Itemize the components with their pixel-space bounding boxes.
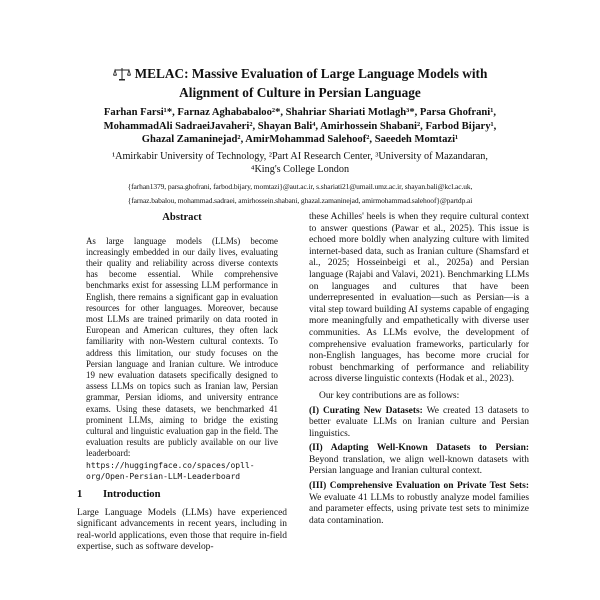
email-line-1: {farhan1379, parsa.ghofrani, farbod.bijary, momtazi}@aut.ac.ir, s.shariati21@umail.umz.ac.ir, shayan.bali@kcl.ac.uk, xyxy=(127,182,473,191)
left-column xyxy=(77,212,287,554)
intro-paragraph: Large Language Models (LLMs) have experienced significant advancements in recent years, including in real-world applications, even those that require in-field expertise, such as software develop- xyxy=(77,507,287,553)
authors-line-2: MohammadAli SadraeiJavaheri², Shayan Bali⁴, Amirhossein Shabani², Farbod Bijary¹, xyxy=(103,120,497,132)
section-number: 1 xyxy=(77,489,83,501)
contribution-3-text: We evaluate 41 LLMs to robustly analyze model families and parameter effects, using private test sets to minimize data contamination. xyxy=(309,492,529,526)
abstract-text: As large language models (LLMs) become increasingly embedded in our daily lives, evaluating their quality and reliability across diverse contexts has become essential. While comprehensive benchmarks exist for assessing LLM performance in English, there remains a significant gap in evaluation resources for other languages. Moreover, because most LLMs are trained primarily on data rooted in European and American cultures, they often lack familiarity with non-Western cultural contexts. To address this limitation, our study focuses on the Persian language and Iranian culture. We introduce 19 new evaluation datasets specifically designed to assess LLMs on topics such as Iranian law, Persian grammar, Persian idioms, and university entrance exams. Using these datasets, we benchmarked 41 prominent LLMs, aiming to bridge the existing cultural and linguistic evaluation gap in the field. The evaluation results are publicly available on our live leaderboard: xyxy=(86,235,278,459)
contribution-2-text: Beyond translation, we align well-known datasets with Persian language and Iranian cultural context. xyxy=(309,454,529,477)
contribution-2-heading: (II) Adapting Well-Known Datasets to Persian: xyxy=(309,443,529,454)
contributions-intro: Our key contributions are as follows: xyxy=(319,390,460,401)
right-column xyxy=(309,212,529,527)
contribution-1-text: We created 13 datasets to better evaluate LLMs on Iranian culture and Persian linguistics. xyxy=(309,405,529,439)
contribution-3-heading: (III) Comprehensive Evaluation on Private Test Sets: xyxy=(309,481,529,492)
affiliation-line-2: ⁴King's College London xyxy=(250,164,350,176)
author-emails xyxy=(30,180,570,208)
email-line-2: {farnaz.babalou, mohammad.sadraei, amirhossein.shabani, ghazal.zamaninejad, amirmohammad.salehoof}@partdp.ai xyxy=(127,196,473,205)
authors-line-3: Ghazal Zamaninejad², AmirMohammad Salehoof², Saeedeh Momtazi¹ xyxy=(141,134,459,146)
scales-logo-icon xyxy=(113,67,131,85)
title-line-1: MELAC: Massive Evaluation of Large Language Models with xyxy=(134,66,488,81)
contribution-item-2 xyxy=(309,443,529,478)
leaderboard-link[interactable]: https://huggingface.co/spaces/opll-org/Open-Persian-LLM-Leaderboard xyxy=(86,460,255,481)
contribution-item-3 xyxy=(309,481,529,527)
author-list xyxy=(30,106,570,147)
abstract-body xyxy=(77,236,287,482)
authors-line-1: Farhan Farsi¹*, Farnaz Aghababaloo²*, Shahriar Shariati Motlagh³*, Parsa Ghofrani¹, xyxy=(103,107,497,118)
affiliations xyxy=(30,150,570,177)
intro-continuation-paragraph: these Achilles' heels is when they require cultural context to answer questions (Pawar et al., 2025). This issue is echoed more boldly when analyzing culture with limited internet-based data, such as Iranian culture (Shamsfard et al., 2025; Hosseinbeigi et al., 2025a) and Persian language (Rajabi and Valavi, 2021). Benchmarking LLMs on languages and cultures that have been underrepresented in evaluation—such as Persian—is a vital step toward building AI systems capable of engaging more meaningfully and empathetically with diverse user communities. As LLMs evolve, the development of comprehensive evaluation frameworks, particularly for non-English languages, has become more crucial for robust benchmarking of performance and reliability across diverse linguistic contexts (Hodak et al., 2023). xyxy=(309,212,529,385)
contribution-1-heading: (I) Curating New Datasets: xyxy=(309,405,423,416)
affiliation-line-1: ¹Amirkabir University of Technology, ²Part AI Research Center, ³University of Mazandaran, xyxy=(112,151,488,162)
title-line-2: Alignment of Culture in Persian Language xyxy=(179,84,421,100)
contribution-item-1 xyxy=(309,406,529,441)
abstract-heading: Abstract xyxy=(162,212,202,223)
paper-title xyxy=(0,66,600,100)
section-title: Introduction xyxy=(103,489,161,501)
section-heading-introduction xyxy=(77,489,287,501)
